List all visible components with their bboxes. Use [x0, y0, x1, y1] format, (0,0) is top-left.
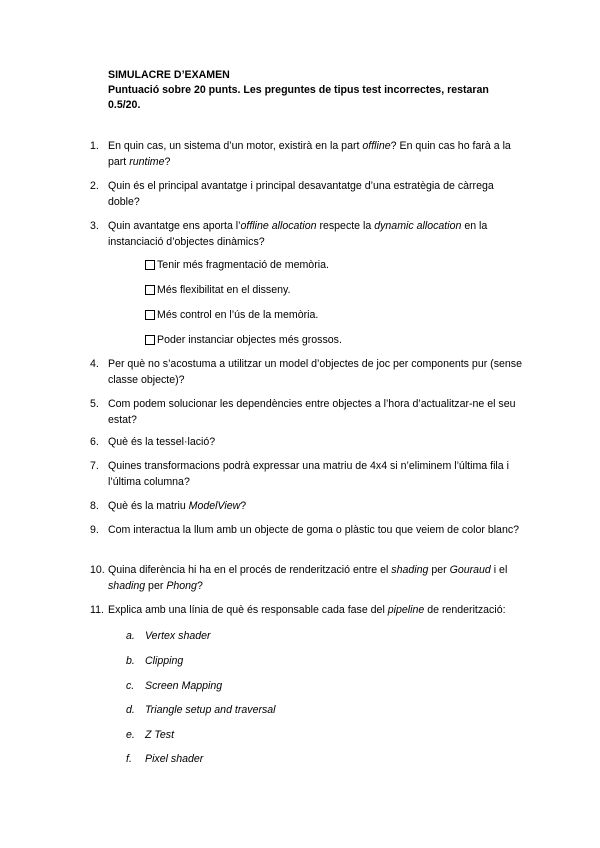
checkbox-icon[interactable] [145, 285, 155, 295]
checkbox-icon[interactable] [145, 335, 155, 345]
stage-letter: f. [126, 753, 132, 765]
stage-name: Screen Mapping [145, 680, 223, 692]
scoring-note: Puntuació sobre 20 punts. Les preguntes de tipus test incorrectes, restaran [108, 84, 489, 96]
question-text: Explica amb una línia de què és responsable cada fase del pipeline de renderització: [108, 604, 506, 616]
q3-option [145, 258, 329, 272]
stage-letter: a. [126, 630, 135, 642]
scoring-note-cont: 0.5/20. [108, 99, 141, 111]
option-label: Poder instanciar objectes més grossos. [157, 334, 342, 346]
question-text: Què és la matriu ModelView? [108, 500, 247, 512]
checkbox-icon[interactable] [145, 310, 155, 320]
pipeline-stage [126, 752, 203, 766]
stage-name: Vertex shader [145, 630, 211, 642]
stage-name: Z Test [145, 729, 175, 741]
question-text: Quin és el principal avantatge i principal desavantatge d’una estratègia de càrrega doble? [108, 180, 494, 208]
q3-option [145, 283, 290, 297]
checkbox-icon[interactable] [145, 260, 155, 270]
question-text: Quines transformacions podrà expressar una matriu de 4x4 si n’eliminem l’última fila i l’última columna? [108, 460, 509, 488]
option-label: Tenir més fragmentació de memòria. [157, 259, 329, 271]
question-number: 4. [90, 358, 99, 370]
exam-title: SIMULACRE D’EXAMEN [108, 69, 230, 81]
question-text: Com podem solucionar les dependències entre objectes a l’hora d’actualitzar-ne el seu estat? [108, 398, 516, 426]
question-number: 8. [90, 500, 99, 512]
question-number: 7. [90, 460, 99, 472]
stage-name: Triangle setup and traversal [145, 704, 276, 716]
pipeline-stage [126, 728, 174, 742]
question-text: Què és la tessel·lació? [108, 436, 216, 448]
question-text: En quin cas, un sistema d’un motor, existirà en la part offline? En quin cas ho farà a la part runtime? [108, 140, 511, 168]
question-number: 6. [90, 436, 99, 448]
stage-letter: d. [126, 704, 135, 716]
question-number: 5. [90, 398, 99, 410]
pipeline-stage [126, 703, 276, 717]
q3-option [145, 333, 342, 347]
pipeline-stage [126, 679, 222, 693]
option-label: Més control en l’ús de la memòria. [157, 309, 319, 321]
pipeline-stage [126, 629, 211, 643]
exam-header [108, 68, 528, 113]
question-number: 10. [90, 564, 105, 576]
stage-name: Clipping [145, 655, 184, 667]
stage-name: Pixel shader [145, 753, 204, 765]
stage-letter: e. [126, 729, 135, 741]
pipeline-stage [126, 654, 183, 668]
stage-letter: b. [126, 655, 135, 667]
question-text: Per què no s’acostuma a utilitzar un model d’objectes de joc per components pur (sense classe objecte)? [108, 358, 522, 386]
question-number: 11. [90, 604, 104, 616]
q3-option [145, 308, 318, 322]
question-text: Com interactua la llum amb un objecte de goma o plàstic tou que veiem de color blanc? [108, 524, 520, 536]
question-number: 1. [90, 140, 99, 152]
question-number: 9. [90, 524, 99, 536]
question-number: 2. [90, 180, 99, 192]
option-label: Més flexibilitat en el disseny. [157, 284, 291, 296]
question-text: Quin avantatge ens aporta l’offline allocation respecte la dynamic allocation en la instanciació d’objectes dinàmics? [108, 220, 488, 248]
stage-letter: c. [126, 680, 135, 692]
question-number: 3. [90, 220, 99, 232]
question-text: Quina diferència hi ha en el procés de renderització entre el shading per Gouraud i el shading per Phong? [108, 564, 508, 592]
